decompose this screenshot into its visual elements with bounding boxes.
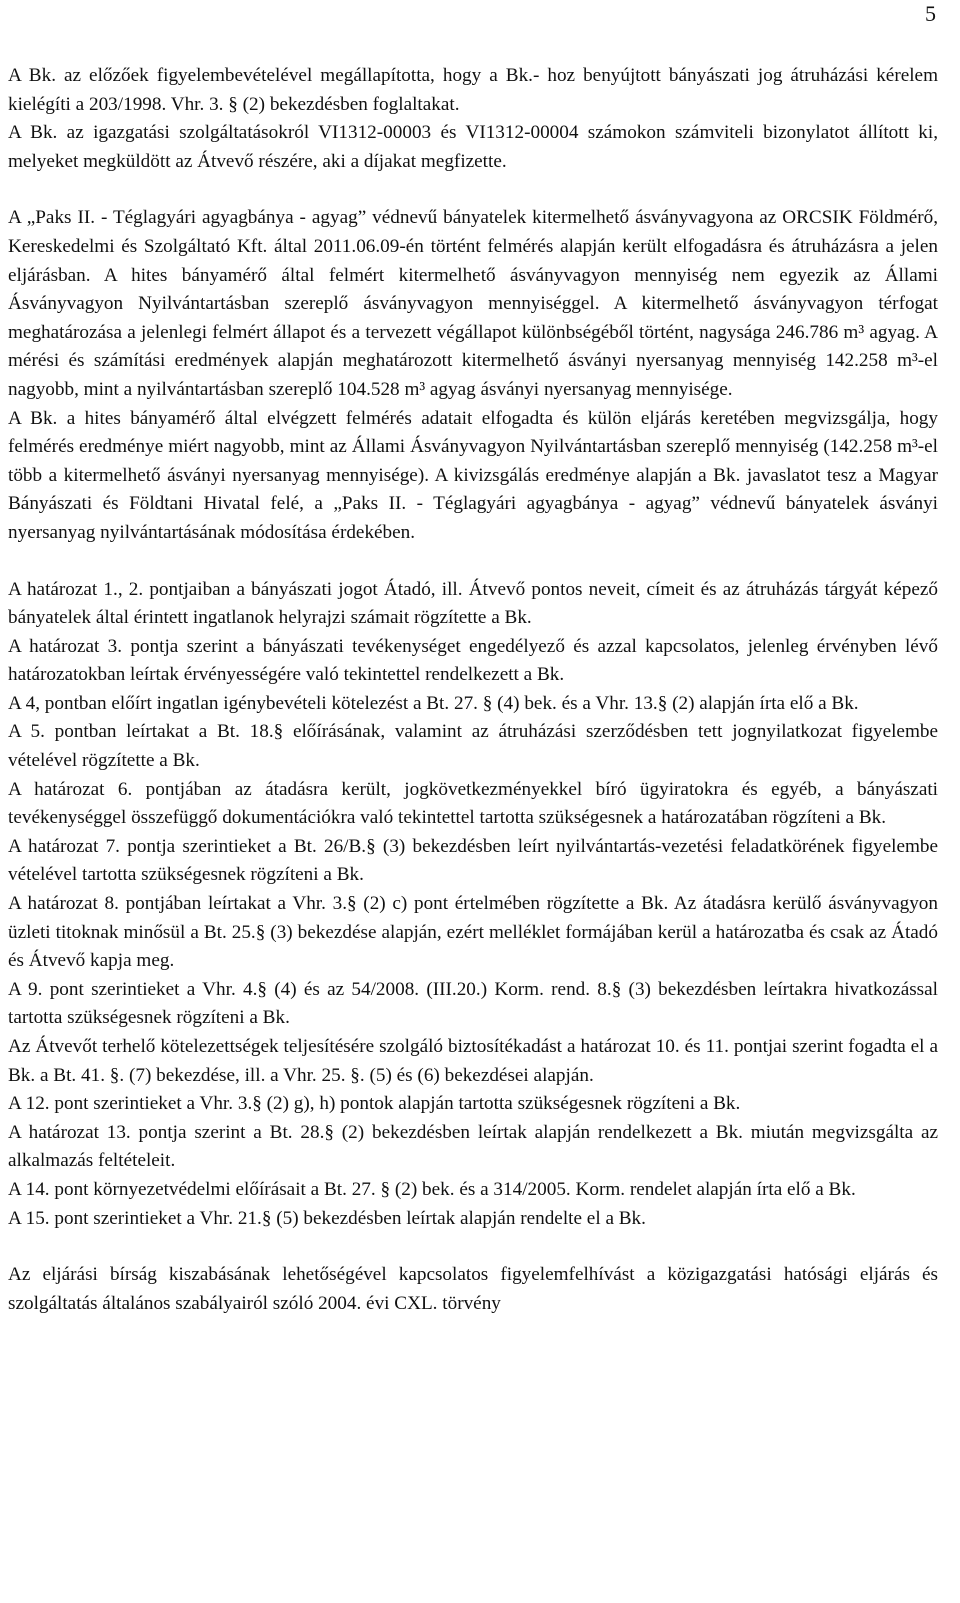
paragraph-eljarasi-birsag: Az eljárási bírság kiszabásának lehetőségével kapcsolatos figyelemfelhívást a közigazgatási hatósági eljárás és szolgáltatás általános szabályairól szóló 2004. évi CXL. törvény [8,1264,938,1314]
paragraph-hatarozat-8: A határozat 8. pontjában leírtakat a Vhr. 3.§ (2) c) pont értelmében rögzítette a Bk. Az átadásra kerülő ásványvagyon üzleti titoknak minősül a Bt. 25.§ (3) bekezdése alapján, ezért melléklet formájában kerül a határozatba és csak az Átadó és Átvevő kapja meg. [8,893,938,972]
paragraph-hatarozat-3: A határozat 3. pontja szerint a bányászati tevékenységet engedélyező és azzal kapcsolatos, jelenleg érvényben lévő határozatokban leírtak érvényességére való tekintettel rendelkezett a Bk. [8,635,938,686]
document-body [8,62,938,1318]
paragraph-gap [8,176,938,204]
paragraph-pont-5: A 5. pontban leírtakat a Bt. 18.§ előírásának, valamint az átruházási szerződésben tett jognyilatkozat figyelembe vételével rögzítette a Bk. [8,721,938,772]
page-number: 5 [925,1,936,26]
paragraph-hatarozat-6: A határozat 6. pontjában az átadásra került, jogkövetkezményekkel bíró ügyiratokra és egyéb, a bányászati tevékenységgel összefüggő dokumentációkra való tekintettel tartotta szükségesnek a határozatában rögzíteni a Bk. [8,778,938,829]
paragraph-hatarozat-1-2: A határozat 1., 2. pontjaiban a bányászati jogot Átadó, ill. Átvevő pontos neveit, címeit és az átruházás tárgyát képező bányatelek által érintett ingatlanok helyrajzi számait rögzítette a Bk. [8,578,938,629]
paragraph-2: A Bk. az igazgatási szolgáltatásokról VI1312-00003 és VI1312-00004 számokon számviteli bizonylatot állított ki, melyeket megküldött az Átvevő részére, aki a díjakat megfizette. [8,122,938,172]
paragraph-gap [8,548,938,576]
paragraph-pont-15: A 15. pont szerintieket a Vhr. 21.§ (5) bekezdésben leírtak alapján rendelte el a Bk. [8,1207,646,1229]
paragraph-pont-10-11: Az Átvevőt terhelő kötelezettségek teljesítésére szolgáló biztosítékadást a határozat 10. és 11. pontjai szerint fogadta el a Bk. a Bt. 41. §. (7) bekezdése, ill. a Vhr. 25. §. (5) és (6) bekezdései alapján. [8,1036,938,1086]
paragraph-gap [8,1233,938,1261]
paragraph-hatarozat-7: A határozat 7. pontja szerintieket a Bt. 26/B.§ (3) bekezdésben leírt nyilvántartás-vezetési feladatkörének figyelembe vételével tartotta szükségesnek rögzíteni a Bk. [8,835,938,886]
paragraph-1: A Bk. az előzőek figyelembevételével megállapította, hogy a Bk.- hoz benyújtott bányászati jog átruházási kérelem kielégíti a 203/1998. Vhr. 3. § (2) bekezdésben foglaltakat. [8,65,938,115]
paragraph-pont-4: A 4, pontban előírt ingatlan igénybevételi kötelezést a Bt. 27. § (4) bek. és a Vhr. 13.§ (2) alapján írta elő a Bk. [8,692,859,714]
paragraph-pont-9: A 9. pont szerintieket a Vhr. 4.§ (4) és az 54/2008. (III.20.) Korm. rend. 8.§ (3) bekezdésben leírtakra hivatkozással tartotta szükségesnek rögzíteni a Bk. [8,978,938,1029]
paragraph-hites-banyamero: A Bk. a hites bányamérő által elvégzett felmérés adatait elfogadta és külön eljárás keretében megvizsgálja, hogy felmérés eredménye miért nagyobb, mint az Állami Ásványvagyon Nyilvántartásban szereplő mennyiség (142.258 m³-el több a kitermelhető ásványi nyersanyag mennyisége). A kivizsgálás eredménye alapján a Bk. javaslatot tesz a Magyar Bányászati és Földtani Hivatal felé, a „Paks II. - Téglagyári agyagbánya - agyag” védnevű bányatelek ásványi nyersanyag nyilvántartásának módosítása érdekében. [8,407,938,543]
paragraph-paks-ii: A „Paks II. - Téglagyári agyagbánya - agyag” védnevű bányatelek kitermelhető ásványvagyona az ORCSIK Földmérő, Kereskedelmi és Szolgáltató Kft. által 2011.06.09-én történt felmérés alapján került elfogadásra és átruházásra a jelen eljárásban. A hites bányamérő által felmért kitermelhető ásványvagyon mennyiség nem egyezik az Állami Ásványvagyon Nyilvántartásban szereplő ásványvagyon mennyiséggel. A kitermelhető ásványvagyon térfogat meghatározása a jelenlegi felmért állapot és a tervezett végállapot különbségéből történt, nagysága 246.786 m³ agyag. A mérési és számítási eredmények alapján meghatározott kitermelhető ásványi nyersanyag mennyiség 142.258 m³-el nagyobb, mint a nyilvántartásban szereplő 104.528 m³ agyag ásványi nyersanyag mennyisége. [8,207,938,400]
paragraph-pont-12: A 12. pont szerintieket a Vhr. 3.§ (2) g), h) pontok alapján tartotta szükségesnek rögzíteni a Bk. [8,1093,741,1115]
paragraph-hatarozat-13: A határozat 13. pontja szerint a Bt. 28.§ (2) bekezdésben leírtak alapján rendelkezett a Bk. miután megvizsgálta az alkalmazás feltételeit. [8,1121,938,1172]
paragraph-pont-14: A 14. pont környezetvédelmi előírásait a Bt. 27. § (2) bek. és a 314/2005. Korm. rendelet alapján írta elő a Bk. [8,1178,856,1200]
